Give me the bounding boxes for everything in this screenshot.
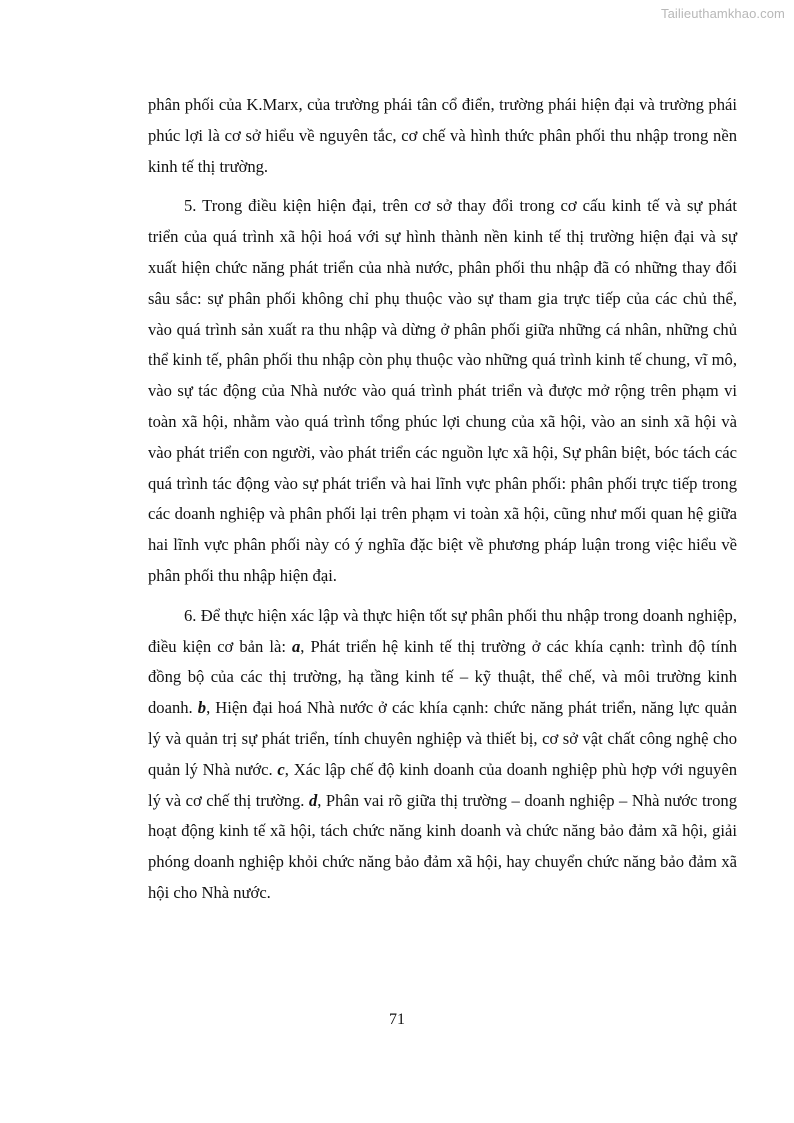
paragraph-5: 5. Trong điều kiện hiện đại, trên cơ sở thay đổi trong cơ cấu kinh tế và sự phát triển của quá trình xã hội hoá với sự hình thành nền kinh tế thị trường hiện đại và sự xuất hiện chức năng phát triển của nhà nước, phân phối thu nhập đã có những thay đổi sâu sắc: sự phân phối không chỉ phụ thuộc vào sự tham gia trực tiếp của các chủ thể, vào quá trình sản xuất ra thu nhập và dừng ở phân phối giữa những cá nhân, những chủ thể kinh tế, phân phối thu nhập còn phụ thuộc vào những quá trình kinh tế chung, vĩ mô, vào sự tác động của Nhà nước vào quá trình phát triển và được mở rộng trên phạm vi toàn xã hội, nhằm vào quá trình tổng phúc lợi chung của xã hội, vào an sinh xã hội và vào phát triển con người, vào phát triển các nguồn lực xã hội, Sự phân biệt, bóc tách các quá trình tác động vào sự phát triển và hai lĩnh vực phân phối: phân phối trực tiếp trong các doanh nghiệp và phân phối lại trên phạm vi toàn xã hội, cũng như mối quan hệ giữa hai lĩnh vực phân phối này có ý nghĩa đặc biệt về phương pháp luận trong việc hiểu về phân phối thu nhập hiện đại. (148, 196, 737, 585)
condition-b-text: , Hiện đại hoá Nhà nước ở các khía cạnh: chức năng phát triển, năng lực quản lý và quản trị sự phát triển, tính chuyên nghiệp và thiết bị, cơ sở vật chất công nghệ cho quản lý Nhà nước. (148, 698, 737, 779)
paragraph-6-intro: 6. Để thực hiện xác lập và thực hiện tốt sự phân phối thu nhập trong doanh nghiệp, điều kiện cơ bản là: (148, 605, 737, 656)
condition-d-text: , Phân vai rõ giữa thị trường – doanh nghiệp – Nhà nước trong hoạt động kinh tế xã hội, tách chức năng kinh doanh và chức năng bảo đảm xã hội, giải phóng doanh nghiệp khỏi chức năng bảo đảm xã hội, hay chuyển chức năng bảo đảm xã hội cho Nhà nước. (148, 790, 737, 902)
paragraph-6 (148, 601, 737, 909)
marker-a: a (291, 636, 301, 656)
marker-c: c (277, 759, 285, 779)
document-body (148, 90, 737, 918)
watermark-text: Tailieuthamkhao.com (660, 6, 785, 21)
marker-d: d (308, 790, 318, 810)
page-number: 71 (389, 1011, 405, 1028)
paragraph-1: phân phối của K.Marx, của trường phái tân cổ điển, trường phái hiện đại và trường phái phúc lợi là cơ sở hiểu về nguyên tắc, cơ chế và hình thức phân phối thu nhập trong nền kinh tế thị trường. (148, 95, 737, 176)
marker-b: b (197, 698, 207, 718)
condition-a-text: , Phát triển hệ kinh tế thị trường ở các khía cạnh: trình độ tính đồng bộ của các thị trường, hạ tầng kinh tế – kỹ thuật, thể chế, và môi trường kinh doanh. (148, 636, 737, 718)
condition-c-text: , Xác lập chế độ kinh doanh của doanh nghiệp phù hợp với nguyên lý và cơ chế thị trường. (148, 759, 737, 810)
